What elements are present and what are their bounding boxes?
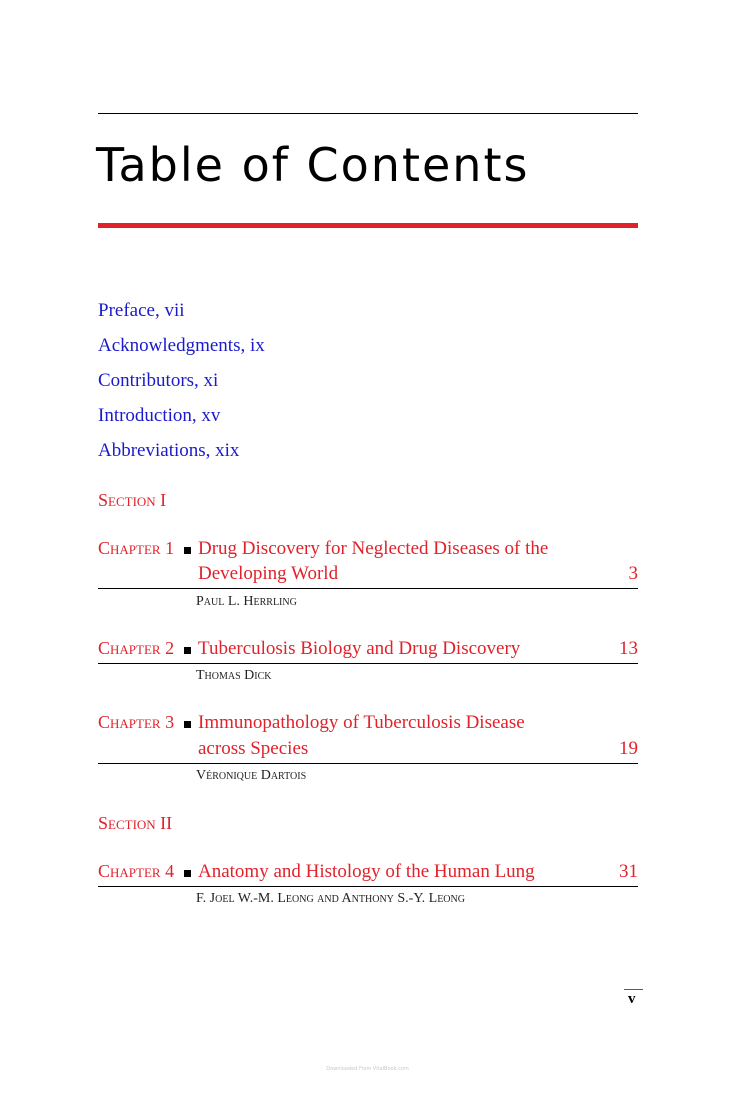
chapter-1-title-line-2[interactable]: Developing World [198,563,339,584]
page-title: Table of Contents [96,138,530,192]
download-watermark: Downloaded From VitalBook.com [326,1066,409,1072]
front-matter-contributors-link[interactable]: Contributors, xi [98,370,219,391]
top-rule [98,113,638,114]
chapter-3-page-number: 19 [619,738,638,759]
front-matter-abbreviations-link[interactable]: Abbreviations, xix [98,440,240,461]
chapter-1-rule [98,588,638,589]
chapter-3-authors: Véronique Dartois [196,768,307,783]
section-2-label: Section II [98,813,173,833]
chapter-2-title-line-1[interactable]: Tuberculosis Biology and Drug Discovery [198,638,521,659]
page-folio: v [628,991,636,1007]
chapter-2-authors: Thomas Dick [196,668,272,683]
chapter-4-label: Chapter 4 [98,861,175,881]
chapter-4-bullet [184,870,191,877]
chapter-3-title-line-1[interactable]: Immunopathology of Tuberculosis Disease [198,712,525,733]
chapter-1-label: Chapter 1 [98,538,175,558]
chapter-1-title-line-1[interactable]: Drug Discovery for Neglected Diseases of the [198,538,549,559]
chapter-3-bullet [184,721,191,728]
chapter-3-rule [98,763,638,764]
front-matter-introduction-link[interactable]: Introduction, xv [98,405,221,426]
chapter-1-bullet [184,547,191,554]
front-matter-preface-link[interactable]: Preface, vii [98,300,185,321]
chapter-4-title-line-1[interactable]: Anatomy and Histology of the Human Lung [198,861,535,882]
chapter-4-page-number: 31 [619,861,638,882]
chapter-1-authors: Paul L. Herrling [196,594,297,609]
folio-rule [624,989,643,990]
front-matter-acknowledgments-link[interactable]: Acknowledgments, ix [98,335,265,356]
chapter-4-authors: F. Joel W.-M. Leong and Anthony S.-Y. Leong [196,891,465,906]
chapter-3-label: Chapter 3 [98,712,175,732]
chapter-2-page-number: 13 [619,638,638,659]
title-accent-rule [98,223,638,228]
chapter-2-label: Chapter 2 [98,638,175,658]
chapter-3-title-line-2[interactable]: across Species [198,738,309,759]
chapter-4-rule [98,886,638,887]
chapter-2-rule [98,663,638,664]
chapter-1-page-number: 3 [628,563,638,584]
section-1-label: Section I [98,490,167,510]
chapter-2-bullet [184,647,191,654]
